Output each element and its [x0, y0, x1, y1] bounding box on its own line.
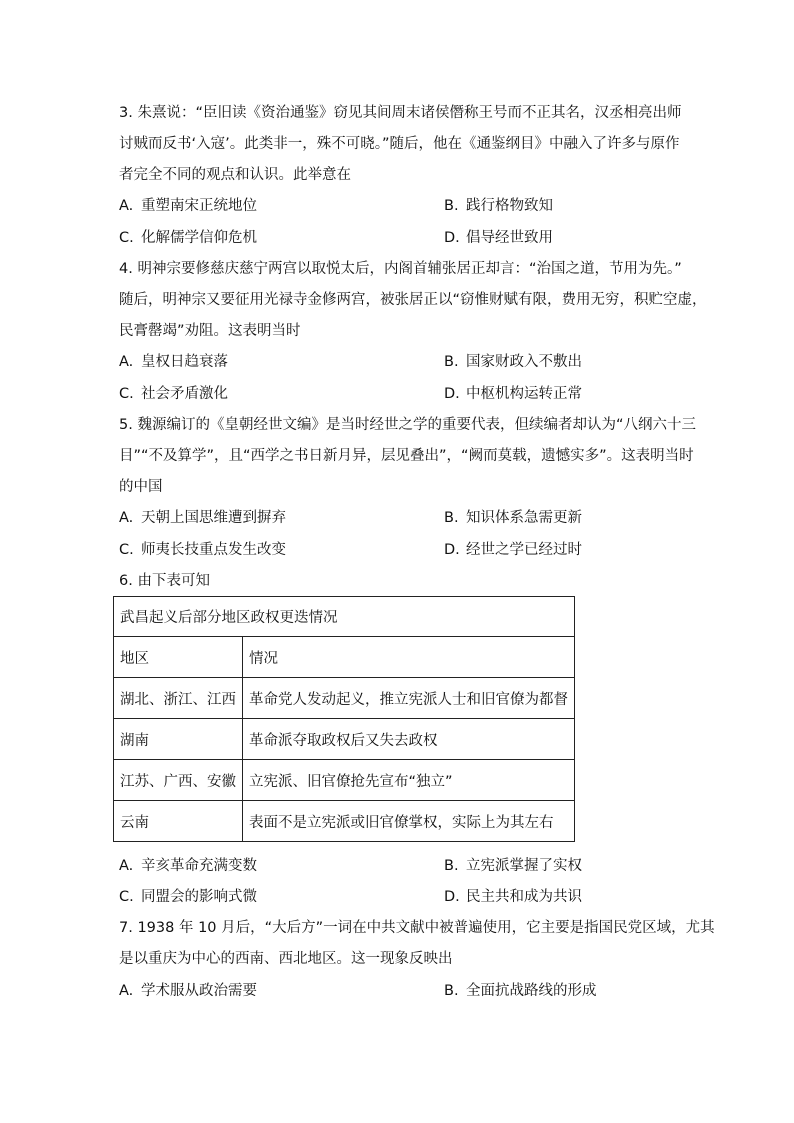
option-letter: A.: [119, 858, 134, 874]
q3-stem-line-2: 讨贼而反书‘入寇’。此类非一，殊不可晓。”随后，他在《通鉴纲目》中融入了许多与原作: [119, 136, 680, 152]
table-header-region: 地区: [114, 637, 243, 678]
table-cell-situation: 表面不是立宪派或旧官僚掌权，实际上为其左右: [243, 801, 575, 842]
option-text: 天朝上国思维遭到摒弃: [141, 510, 286, 526]
q5-stem-line-3: 的中国: [119, 479, 163, 495]
q3-option-d[interactable]: [444, 228, 553, 248]
q5-stem-line-1: 5. 魏源编订的《皇朝经世文编》是当时经世之学的重要代表，但续编者却认为“八纲六十三: [119, 417, 696, 433]
table-header-row: [114, 637, 575, 678]
option-letter: C.: [119, 386, 134, 402]
option-text: 立宪派掌握了实权: [466, 858, 582, 874]
option-letter: C.: [119, 542, 134, 558]
q7-option-b[interactable]: [444, 981, 597, 1001]
q6-option-b[interactable]: [444, 856, 582, 876]
table-header-situation: 情况: [243, 637, 575, 678]
table-cell-region: 江苏、广西、安徽: [114, 760, 243, 801]
option-letter: D.: [444, 386, 460, 402]
q3-option-c[interactable]: [119, 228, 257, 248]
q5-option-c[interactable]: [119, 540, 286, 560]
option-letter: D.: [444, 542, 460, 558]
table-cell-region: 湖南: [114, 719, 243, 760]
table-row: [114, 719, 575, 760]
q6-option-c[interactable]: [119, 887, 257, 907]
option-text: 学术服从政治需要: [141, 983, 257, 999]
table-caption: 武昌起义后部分地区政权更迭情况: [114, 597, 575, 637]
q4-option-b[interactable]: [444, 352, 582, 372]
q6-option-d[interactable]: [444, 887, 582, 907]
table-row: [114, 760, 575, 801]
table-cell-situation: 革命党人发动起义，推立宪派人士和旧官僚为都督: [243, 678, 575, 719]
option-text: 社会矛盾激化: [141, 386, 228, 402]
option-text: 中枢机构运转正常: [466, 386, 582, 402]
table-row: [114, 801, 575, 842]
q4-option-d[interactable]: [444, 384, 582, 404]
regime-change-table: [113, 596, 575, 842]
q4-stem-line-1: 4. 明神宗要修慈庆慈宁两宫以取悦太后，内阁首辅张居正却言：“治国之道，节用为先。”: [119, 261, 682, 277]
option-letter: B.: [444, 858, 459, 874]
option-text: 民主共和成为共识: [466, 889, 582, 905]
option-text: 国家财政入不敷出: [466, 354, 582, 370]
option-letter: D.: [444, 889, 460, 905]
q5-stem-line-2: 目”“不及算学”，且“西学之书日新月异，层见叠出”，“阙而莫载，遗憾实多”。这表明当时: [119, 448, 694, 464]
table-cell-situation: 立宪派、旧官僚抢先宣布“独立”: [243, 760, 575, 801]
option-letter: C.: [119, 889, 134, 905]
option-text: 倡导经世致用: [466, 230, 553, 246]
q4-option-a[interactable]: [119, 352, 228, 372]
option-letter: A.: [119, 510, 134, 526]
q6-option-a[interactable]: [119, 856, 257, 876]
q4-stem-line-3: 民膏罄竭”劝阻。这表明当时: [119, 323, 301, 339]
option-text: 践行格物致知: [466, 198, 553, 214]
option-letter: A.: [119, 354, 134, 370]
option-letter: A.: [119, 198, 134, 214]
q6-stem: 6. 由下表可知: [119, 573, 210, 589]
option-text: 师夷长技重点发生改变: [141, 542, 286, 558]
option-text: 化解儒学信仰危机: [141, 230, 257, 246]
q4-stem-line-2: 随后，明神宗又要征用光禄寺金修两宫，被张居正以“窃惟财赋有限，费用无穷，积贮空虚，: [119, 292, 707, 308]
option-letter: C.: [119, 230, 134, 246]
option-text: 皇权日趋衰落: [141, 354, 228, 370]
option-letter: B.: [444, 354, 459, 370]
q3-stem-line-3: 者完全不同的观点和认识。此举意在: [119, 167, 351, 183]
q5-option-b[interactable]: [444, 508, 582, 528]
option-letter: D.: [444, 230, 460, 246]
q7-stem-line-2: 是以重庆为中心的西南、西北地区。这一现象反映出: [119, 951, 453, 967]
option-text: 重塑南宋正统地位: [141, 198, 257, 214]
option-text: 知识体系急需更新: [466, 510, 582, 526]
option-text: 全面抗战路线的形成: [466, 983, 597, 999]
option-letter: A.: [119, 983, 134, 999]
table-row: [114, 678, 575, 719]
q7-stem-line-1: 7. 1938 年 10 月后，“大后方”一词在中共文献中被普遍使用，它主要是指国民党区域，尤其: [119, 920, 715, 936]
table-cell-region: 云南: [114, 801, 243, 842]
table-cell-region: 湖北、浙江、江西: [114, 678, 243, 719]
option-letter: B.: [444, 510, 459, 526]
option-text: 经世之学已经过时: [466, 542, 582, 558]
q7-option-a[interactable]: [119, 981, 257, 1001]
q4-option-c[interactable]: [119, 384, 228, 404]
q3-option-b[interactable]: [444, 196, 553, 216]
q3-stem-line-1: 3. 朱熹说：“臣旧读《资治通鉴》窃见其间周末诸侯僭称王号而不正其名，汉丞相亮出师: [119, 105, 682, 121]
q3-option-a[interactable]: [119, 196, 257, 216]
option-text: 同盟会的影响式微: [141, 889, 257, 905]
option-letter: B.: [444, 983, 459, 999]
option-letter: B.: [444, 198, 459, 214]
option-text: 辛亥革命充满变数: [141, 858, 257, 874]
table-caption-row: [114, 597, 575, 637]
table-cell-situation: 革命派夺取政权后又失去政权: [243, 719, 575, 760]
q5-option-d[interactable]: [444, 540, 582, 560]
q5-option-a[interactable]: [119, 508, 286, 528]
